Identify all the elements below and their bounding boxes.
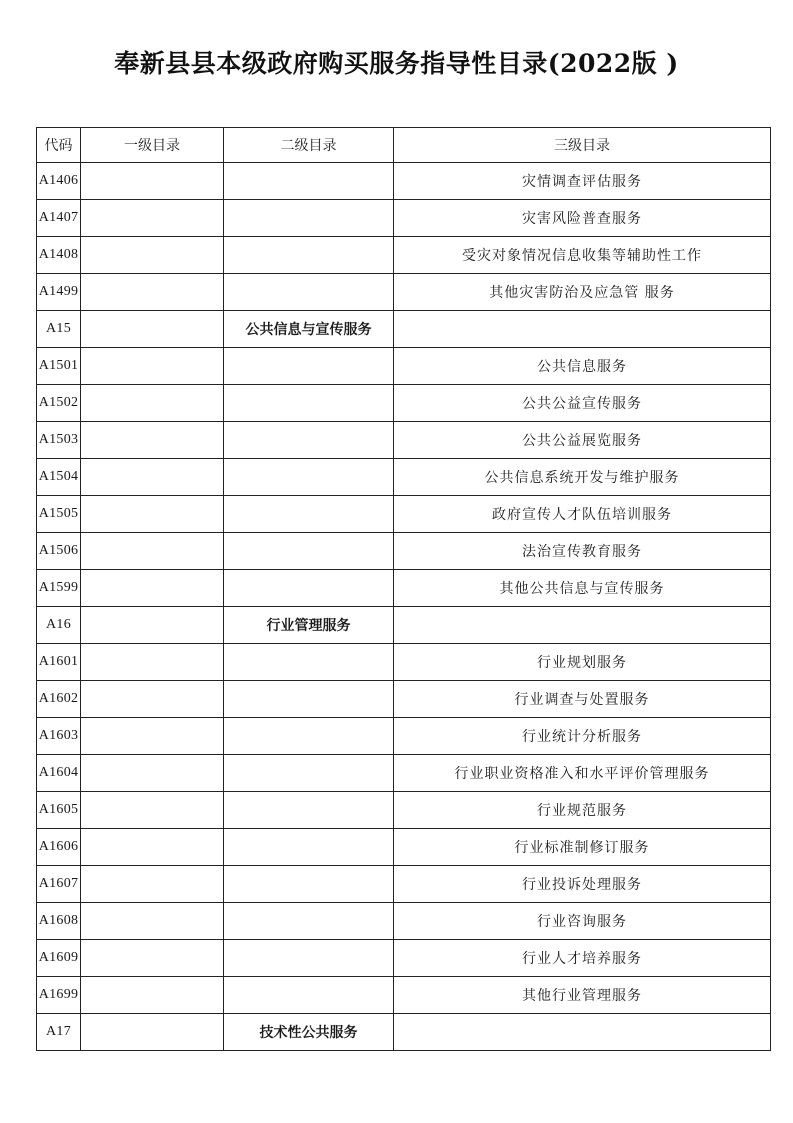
- cell-level2: [224, 422, 394, 459]
- cell-code: A16: [37, 607, 81, 644]
- cell-level3: 行业职业资格准入和水平评价管理服务: [394, 755, 771, 792]
- cell-level3: 行业统计分析服务: [394, 718, 771, 755]
- cell-level1: [81, 274, 224, 311]
- cell-level2: [224, 163, 394, 200]
- cell-level1: [81, 459, 224, 496]
- cell-level1: [81, 903, 224, 940]
- table-row: [37, 459, 771, 496]
- cell-level1: [81, 533, 224, 570]
- table-row: [37, 274, 771, 311]
- page-title: 奉新县县本级政府购买服务指导性目录(2022版 ): [114, 49, 679, 78]
- header-code: 代码: [37, 128, 81, 163]
- cell-level2: [224, 644, 394, 681]
- cell-code: A1502: [37, 385, 81, 422]
- cell-level1: [81, 200, 224, 237]
- cell-level3: [394, 607, 771, 644]
- cell-code: A1605: [37, 792, 81, 829]
- table-row: [37, 903, 771, 940]
- cell-level3: 政府宣传人才队伍培训服务: [394, 496, 771, 533]
- cell-level1: [81, 385, 224, 422]
- cell-level1: [81, 829, 224, 866]
- table-row: [37, 644, 771, 681]
- table-row: [37, 570, 771, 607]
- cell-level1: [81, 866, 224, 903]
- cell-level1: [81, 311, 224, 348]
- cell-level1: [81, 570, 224, 607]
- cell-code: A1607: [37, 866, 81, 903]
- cell-level3: 行业人才培养服务: [394, 940, 771, 977]
- table-row: [37, 163, 771, 200]
- cell-code: A1599: [37, 570, 81, 607]
- cell-code: A1499: [37, 274, 81, 311]
- table-row: [37, 496, 771, 533]
- cell-level2: [224, 570, 394, 607]
- cell-level3: 公共信息服务: [394, 348, 771, 385]
- cell-level3: [394, 1014, 771, 1051]
- cell-level2: [224, 496, 394, 533]
- cell-level3: 公共公益宣传服务: [394, 385, 771, 422]
- cell-level2: [224, 385, 394, 422]
- cell-level2: [224, 755, 394, 792]
- cell-code: A1602: [37, 681, 81, 718]
- cell-code: A1408: [37, 237, 81, 274]
- cell-level2: [224, 237, 394, 274]
- table-row: [37, 681, 771, 718]
- cell-level1: [81, 792, 224, 829]
- cell-code: A1601: [37, 644, 81, 681]
- cell-level1: [81, 681, 224, 718]
- table-row: [37, 533, 771, 570]
- cell-level2: 公共信息与宣传服务: [224, 311, 394, 348]
- table-row: [37, 940, 771, 977]
- cell-level2: [224, 200, 394, 237]
- cell-code: A1608: [37, 903, 81, 940]
- cell-level1: [81, 718, 224, 755]
- cell-level1: [81, 1014, 224, 1051]
- cell-code: A1503: [37, 422, 81, 459]
- cell-level2: 行业管理服务: [224, 607, 394, 644]
- cell-level2: [224, 940, 394, 977]
- cell-level2: [224, 274, 394, 311]
- cell-level3: 法治宣传教育服务: [394, 533, 771, 570]
- cell-code: A1699: [37, 977, 81, 1014]
- header-level2: 二级目录: [224, 128, 394, 163]
- header-level3: 三级目录: [394, 128, 771, 163]
- cell-code: A1505: [37, 496, 81, 533]
- header-level1: 一级目录: [81, 128, 224, 163]
- cell-code: A1604: [37, 755, 81, 792]
- cell-level1: [81, 755, 224, 792]
- cell-level2: [224, 829, 394, 866]
- cell-level2: [224, 681, 394, 718]
- table-row: [37, 200, 771, 237]
- cell-level3: [394, 311, 771, 348]
- cell-level3: 其他灾害防治及应急管 服务: [394, 274, 771, 311]
- table-row: [37, 977, 771, 1014]
- cell-level2: [224, 718, 394, 755]
- cell-level1: [81, 422, 224, 459]
- table-row: [37, 829, 771, 866]
- cell-level3: 行业规划服务: [394, 644, 771, 681]
- table-row: [37, 422, 771, 459]
- table-row: [37, 385, 771, 422]
- cell-level3: 行业标准制修订服务: [394, 829, 771, 866]
- cell-level3: 行业投诉处理服务: [394, 866, 771, 903]
- table-row: [37, 237, 771, 274]
- cell-level3: 灾情调查评估服务: [394, 163, 771, 200]
- cell-level2: [224, 533, 394, 570]
- cell-level3: 其他公共信息与宣传服务: [394, 570, 771, 607]
- cell-code: A1501: [37, 348, 81, 385]
- cell-code: A17: [37, 1014, 81, 1051]
- table-row: [37, 755, 771, 792]
- cell-level3: 公共公益展览服务: [394, 422, 771, 459]
- table-header-row: [37, 128, 771, 163]
- table-row: [37, 348, 771, 385]
- table-row: [37, 1014, 771, 1051]
- cell-level1: [81, 644, 224, 681]
- cell-level3: 受灾对象情况信息收集等辅助性工作: [394, 237, 771, 274]
- cell-level3: 行业咨询服务: [394, 903, 771, 940]
- cell-level1: [81, 977, 224, 1014]
- cell-code: A1506: [37, 533, 81, 570]
- cell-level3: 灾害风险普查服务: [394, 200, 771, 237]
- table-row: [37, 607, 771, 644]
- table-row: [37, 792, 771, 829]
- cell-level3: 行业规范服务: [394, 792, 771, 829]
- cell-level2: 技术性公共服务: [224, 1014, 394, 1051]
- cell-level1: [81, 496, 224, 533]
- cell-level1: [81, 607, 224, 644]
- catalog-table: [36, 127, 771, 1051]
- table-row: [37, 311, 771, 348]
- cell-level3: 公共信息系统开发与维护服务: [394, 459, 771, 496]
- cell-level1: [81, 348, 224, 385]
- cell-code: A1407: [37, 200, 81, 237]
- cell-level1: [81, 163, 224, 200]
- cell-level1: [81, 237, 224, 274]
- cell-level2: [224, 866, 394, 903]
- cell-level3: 其他行业管理服务: [394, 977, 771, 1014]
- table-row: [37, 866, 771, 903]
- cell-code: A1603: [37, 718, 81, 755]
- cell-code: A1406: [37, 163, 81, 200]
- cell-code: A1606: [37, 829, 81, 866]
- cell-level1: [81, 940, 224, 977]
- cell-code: A15: [37, 311, 81, 348]
- table-body: [37, 163, 771, 1051]
- cell-level2: [224, 348, 394, 385]
- cell-level2: [224, 792, 394, 829]
- cell-level2: [224, 903, 394, 940]
- cell-level2: [224, 459, 394, 496]
- cell-level3: 行业调查与处置服务: [394, 681, 771, 718]
- cell-level2: [224, 977, 394, 1014]
- cell-code: A1609: [37, 940, 81, 977]
- cell-code: A1504: [37, 459, 81, 496]
- table-row: [37, 718, 771, 755]
